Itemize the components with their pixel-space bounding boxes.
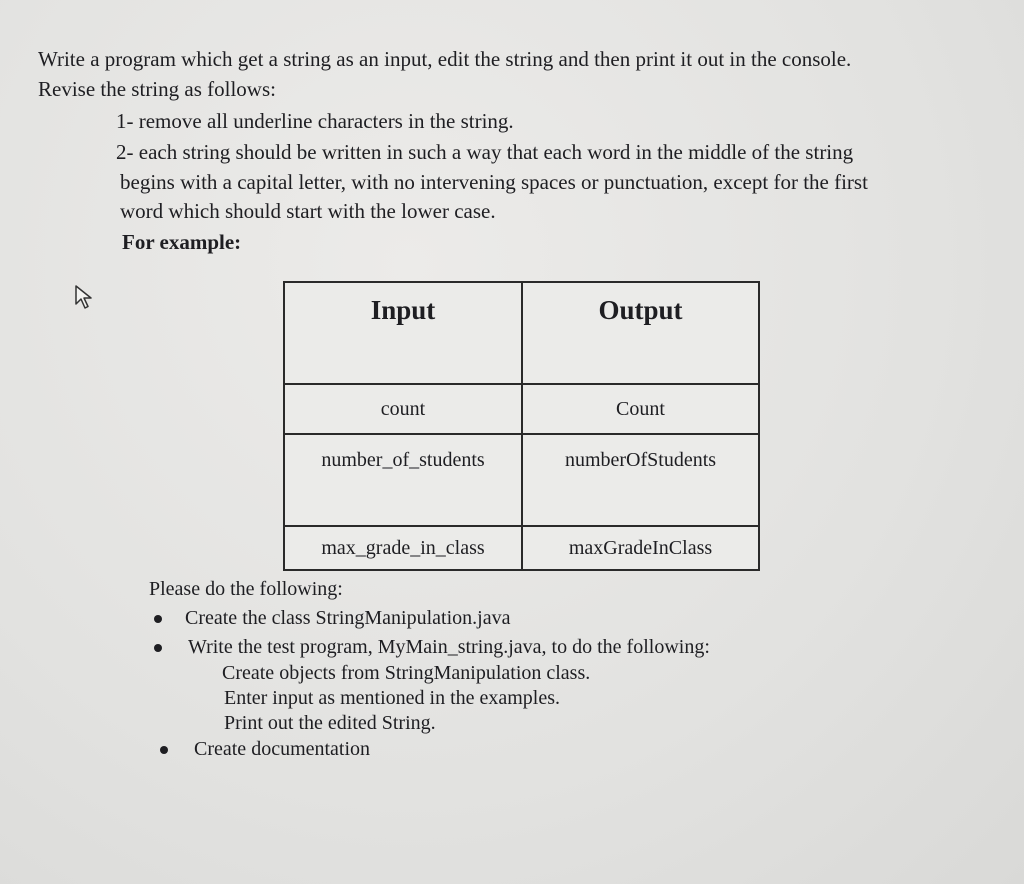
bullet-icon xyxy=(154,644,162,652)
table-row xyxy=(284,434,759,526)
example-heading: For example: xyxy=(122,230,242,254)
input-cell: number_of_students xyxy=(284,434,522,526)
task-item-3: Create documentation xyxy=(194,738,371,760)
tasks-heading: Please do the following: xyxy=(149,578,343,600)
task-item-2: Write the test program, MyMain_string.java, to do the following: xyxy=(188,636,710,658)
intro-line-2: Revise the string as follows: xyxy=(38,77,276,101)
bullet-icon xyxy=(154,615,162,623)
output-cell: maxGradeInClass xyxy=(522,526,759,570)
table-header-row xyxy=(284,282,759,384)
input-cell: max_grade_in_class xyxy=(284,526,522,570)
header-input: Input xyxy=(284,282,522,384)
examples-table xyxy=(283,281,760,571)
task-sub-3: Print out the edited String. xyxy=(224,712,436,734)
mouse-cursor-icon xyxy=(74,284,96,310)
task-sub-2: Enter input as mentioned in the examples. xyxy=(224,687,561,709)
task-sub-1: Create objects from StringManipulation class. xyxy=(222,662,591,684)
output-cell: Count xyxy=(522,384,759,434)
rule-2-line-1: 2- each string should be written in such a way that each word in the middle of the string xyxy=(116,140,854,164)
rule-1: 1- remove all underline characters in the string. xyxy=(116,109,514,133)
bullet-icon xyxy=(160,746,168,754)
header-output: Output xyxy=(522,282,759,384)
input-cell: count xyxy=(284,384,522,434)
rule-2-line-2: begins with a capital letter, with no intervening spaces or punctuation, except for the first xyxy=(120,170,868,194)
table-row xyxy=(284,384,759,434)
table-row xyxy=(284,526,759,570)
rule-2-line-3: word which should start with the lower case. xyxy=(120,199,496,223)
output-cell: numberOfStudents xyxy=(522,434,759,526)
task-item-1: Create the class StringManipulation.java xyxy=(185,607,511,629)
intro-line-1: Write a program which get a string as an input, edit the string and then print it out in the console. xyxy=(38,47,852,71)
